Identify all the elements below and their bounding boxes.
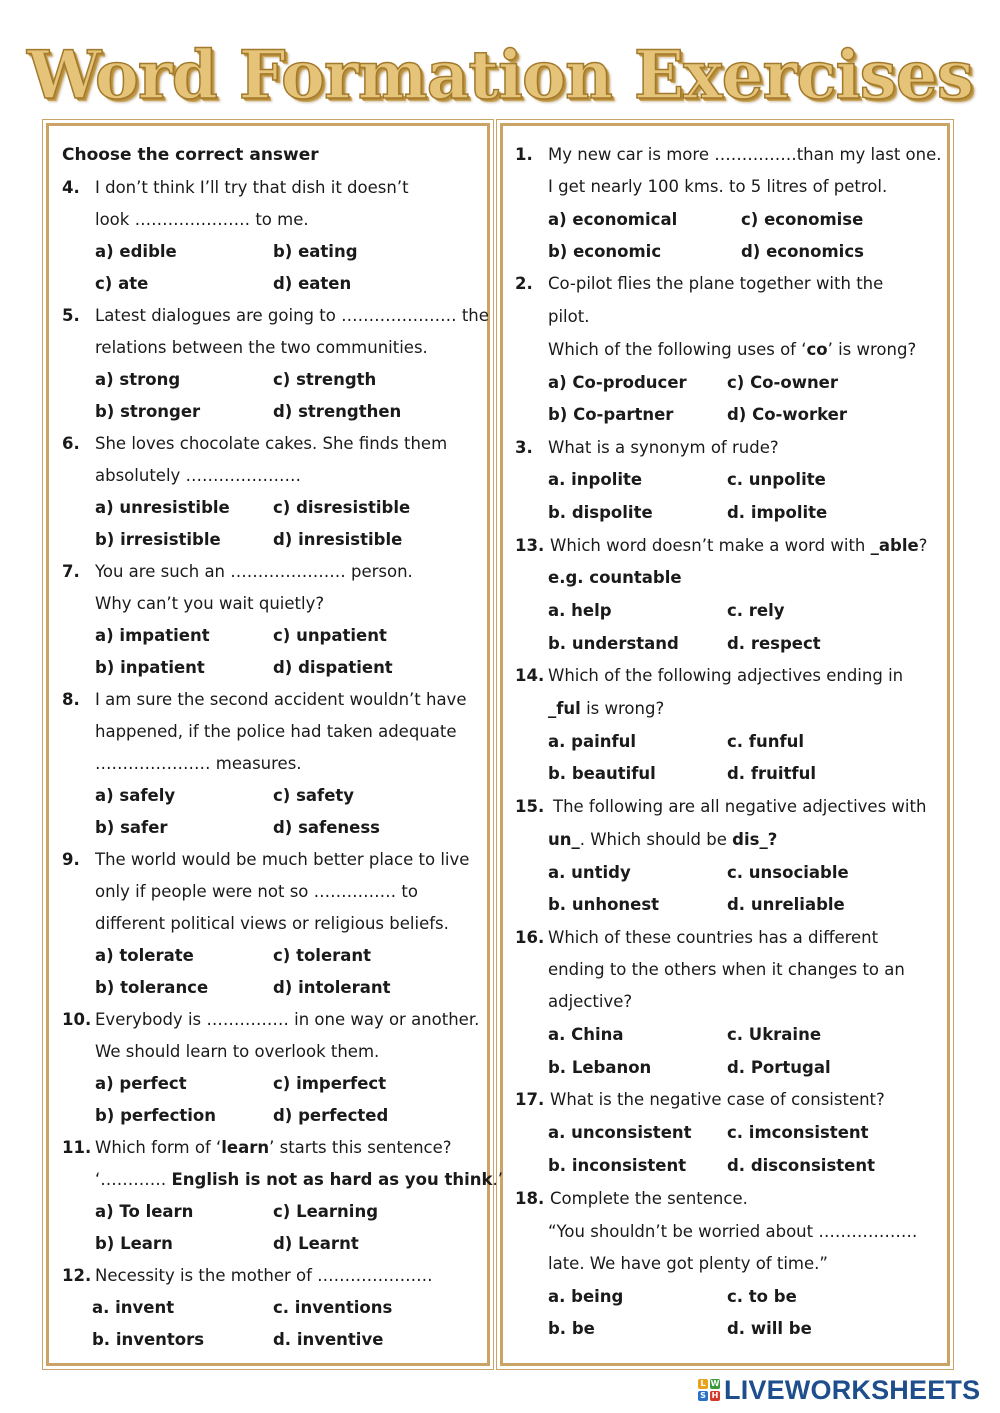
answer-option[interactable]: a) perfect: [95, 1074, 187, 1093]
logo-grid-icon: L W S H: [698, 1379, 720, 1401]
answer-option[interactable]: a. invent: [92, 1298, 175, 1317]
answer-option[interactable]: d) eaten: [273, 274, 352, 293]
answer-option[interactable]: b. inconsistent: [548, 1156, 687, 1175]
answer-option[interactable]: d. impolite: [727, 503, 828, 522]
answer-option[interactable]: c) imperfect: [273, 1074, 387, 1093]
question-text: _ful is wrong?: [548, 699, 665, 718]
answer-option[interactable]: b) economic: [548, 242, 662, 261]
question-number: 18.: [515, 1189, 545, 1208]
answer-option[interactable]: b. dispolite: [548, 503, 653, 522]
answer-option[interactable]: c. funful: [727, 732, 805, 751]
answer-option[interactable]: c. unsociable: [727, 863, 849, 882]
question-text: Complete the sentence.: [550, 1189, 748, 1208]
answer-option[interactable]: d. disconsistent: [727, 1156, 875, 1175]
answer-option[interactable]: c) Co-owner: [727, 373, 839, 392]
answer-option[interactable]: d) intolerant: [273, 978, 391, 997]
answer-option[interactable]: b. beautiful: [548, 764, 656, 783]
answer-option[interactable]: d. will be: [727, 1319, 812, 1338]
question-text: ………………… measures.: [95, 754, 302, 773]
answer-option[interactable]: d. unreliable: [727, 895, 845, 914]
question-text: Which word doesn’t make a word with _able?: [550, 536, 928, 555]
answer-option[interactable]: c. Ukraine: [727, 1025, 822, 1044]
question-number: 4.: [62, 178, 80, 197]
question-number: 7.: [62, 562, 80, 581]
question-text: ‘………… English is not as hard as you think.’: [95, 1170, 503, 1189]
answer-option[interactable]: c. unpolite: [727, 470, 826, 489]
question-number: 11.: [62, 1138, 92, 1157]
question-text: What is a synonym of rude?: [548, 438, 779, 457]
answer-option[interactable]: a) impatient: [95, 626, 210, 645]
answer-option[interactable]: b) stronger: [95, 402, 201, 421]
page-title: Word Formation Exercises: [27, 36, 973, 114]
answer-option[interactable]: a) To learn: [95, 1202, 194, 1221]
answer-option[interactable]: b) tolerance: [95, 978, 209, 997]
answer-option[interactable]: d) dispatient: [273, 658, 393, 677]
answer-option[interactable]: c) strength: [273, 370, 377, 389]
answer-option[interactable]: b. unhonest: [548, 895, 660, 914]
answer-option[interactable]: a. unconsistent: [548, 1123, 692, 1142]
liveworksheets-logo[interactable]: [698, 1372, 980, 1408]
question-text: un_. Which should be dis_?: [548, 830, 778, 849]
question-text: You are such an ………………… person.: [95, 562, 413, 581]
question-text: I don’t think I’ll try that dish it doesn’t: [95, 178, 409, 197]
brand-name: LIVEWORKSHEETS: [724, 1374, 981, 1405]
question-text: Co-pilot flies the plane together with the: [548, 274, 884, 293]
answer-option[interactable]: c) tolerant: [273, 946, 372, 965]
instructions-heading: Choose the correct answer: [62, 145, 319, 165]
question-text: Which of the following uses of ‘co’ is wrong?: [548, 340, 917, 359]
answer-option[interactable]: b) Co-partner: [548, 405, 674, 424]
answer-option[interactable]: d) Learnt: [273, 1234, 359, 1253]
question-number: 17.: [515, 1090, 545, 1109]
question-text: We should learn to overlook them.: [95, 1042, 380, 1061]
answer-option[interactable]: c) safety: [273, 786, 355, 805]
question-number: 2.: [515, 274, 533, 293]
question-number: 6.: [62, 434, 80, 453]
question-text: “You shouldn’t be worried about ………………: [548, 1222, 918, 1241]
question-text: relations between the two communities.: [95, 338, 428, 357]
answer-option[interactable]: a. untidy: [548, 863, 631, 882]
question-text: ending to the others when it changes to an: [548, 960, 905, 979]
question-number: 10.: [62, 1010, 92, 1029]
question-text: Which form of ‘learn’ starts this sentence?: [95, 1138, 452, 1157]
question-number: 3.: [515, 438, 533, 457]
question-text: only if people were not so …………… to: [95, 882, 418, 901]
answer-option[interactable]: d) safeness: [273, 818, 381, 837]
question-text: Why can’t you wait quietly?: [95, 594, 325, 613]
question-text: pilot.: [548, 307, 590, 326]
question-text: Latest dialogues are going to ………………… the: [95, 306, 489, 325]
answer-option[interactable]: b. be: [548, 1319, 595, 1338]
answer-option[interactable]: d) economics: [741, 242, 864, 261]
answer-option[interactable]: a) safely: [95, 786, 176, 805]
question-text: I get nearly 100 kms. to 5 litres of petrol.: [548, 177, 888, 196]
answer-option[interactable]: a) edible: [95, 242, 177, 261]
answer-option[interactable]: b) Learn: [95, 1234, 173, 1253]
answer-option[interactable]: b) perfection: [95, 1106, 217, 1125]
answer-option[interactable]: a. China: [548, 1025, 624, 1044]
answer-option[interactable]: a) unresistible: [95, 498, 230, 517]
question-text: Everybody is …………… in one way or another.: [95, 1010, 480, 1029]
question-text: Which of the following adjectives ending in: [548, 666, 904, 685]
answer-option[interactable]: d) Co-worker: [727, 405, 847, 424]
question-number: 12.: [62, 1266, 92, 1285]
answer-option[interactable]: a) economical: [548, 210, 678, 229]
answer-option[interactable]: a) Co-producer: [548, 373, 687, 392]
question-text: Which of these countries has a different: [548, 928, 879, 947]
answer-option[interactable]: c. to be: [727, 1287, 797, 1306]
answer-option[interactable]: d) strengthen: [273, 402, 402, 421]
question-text: The following are all negative adjectives with: [553, 797, 927, 816]
answer-option[interactable]: c) economise: [741, 210, 864, 229]
answer-option[interactable]: c) ate: [95, 274, 149, 293]
answer-option[interactable]: b. understand: [548, 634, 679, 653]
question-text: She loves chocolate cakes. She finds them: [95, 434, 448, 453]
question-number: 8.: [62, 690, 80, 709]
answer-option[interactable]: c) disresistible: [273, 498, 411, 517]
answer-option[interactable]: b) inpatient: [95, 658, 205, 677]
answer-option[interactable]: b. Lebanon: [548, 1058, 652, 1077]
answer-option[interactable]: c) unpatient: [273, 626, 387, 645]
question-number: 16.: [515, 928, 545, 947]
answer-option[interactable]: c. imconsistent: [727, 1123, 869, 1142]
question-text: different political views or religious beliefs.: [95, 914, 449, 933]
example-text: e.g. countable: [548, 568, 682, 587]
answer-option[interactable]: b) irresistible: [95, 530, 221, 549]
question-text: The world would be much better place to live: [95, 850, 470, 869]
question-number: 9.: [62, 850, 80, 869]
question-text: absolutely …………………: [95, 466, 302, 485]
question-text: happened, if the police had taken adequate: [95, 722, 457, 741]
answer-option[interactable]: b) safer: [95, 818, 168, 837]
question-text: late. We have got plenty of time.”: [548, 1254, 828, 1273]
answer-option[interactable]: c. rely: [727, 601, 785, 620]
answer-option[interactable]: c. inventions: [273, 1298, 393, 1317]
answer-option[interactable]: d. respect: [727, 634, 821, 653]
answer-option[interactable]: b) eating: [273, 242, 358, 261]
answer-option[interactable]: d) perfected: [273, 1106, 389, 1125]
answer-option[interactable]: a. being: [548, 1287, 624, 1306]
question-text: What is the negative case of consistent?: [550, 1090, 885, 1109]
question-text: look ………………… to me.: [95, 210, 309, 229]
question-number: 1.: [515, 145, 533, 164]
answer-option[interactable]: d. fruitful: [727, 764, 817, 783]
answer-option[interactable]: a. inpolite: [548, 470, 643, 489]
question-number: 15.: [515, 797, 545, 816]
question-number: 13.: [515, 536, 545, 555]
answer-option[interactable]: c) Learning: [273, 1202, 379, 1221]
question-text: I am sure the second accident wouldn’t have: [95, 690, 467, 709]
answer-option[interactable]: a) tolerate: [95, 946, 194, 965]
answer-option[interactable]: a. painful: [548, 732, 637, 751]
question-number: 5.: [62, 306, 80, 325]
answer-option[interactable]: b. inventors: [92, 1330, 205, 1349]
answer-option[interactable]: a) strong: [95, 370, 181, 389]
answer-option[interactable]: d) inresistible: [273, 530, 403, 549]
answer-option[interactable]: a. help: [548, 601, 612, 620]
question-text: My new car is more ……………than my last one.: [548, 145, 942, 164]
question-text: adjective?: [548, 992, 633, 1011]
answer-option[interactable]: d. Portugal: [727, 1058, 831, 1077]
answer-option[interactable]: d. inventive: [273, 1330, 384, 1349]
question-number: 14.: [515, 666, 545, 685]
question-text: Necessity is the mother of …………………: [95, 1266, 433, 1285]
